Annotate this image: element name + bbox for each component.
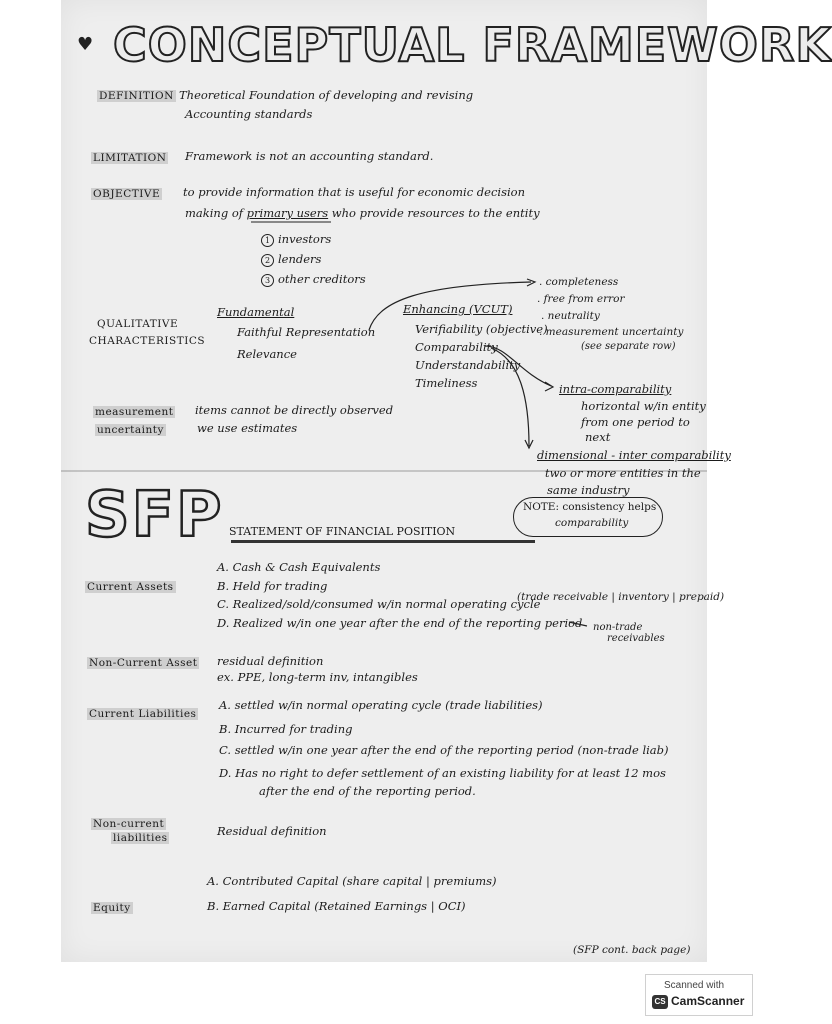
equity-item: A. Contributed Capital (share capital | premiums)	[207, 874, 497, 888]
current-asset-item: C. Realized/sold/consumed w/in normal operating cycle	[217, 597, 541, 611]
footer-note: (SFP cont. back page)	[573, 944, 691, 956]
watermark-line-1: Scanned with	[664, 980, 725, 991]
current-liability-item: D. Has no right to defer settlement of an existing liability for at least 12 mos	[219, 766, 666, 780]
current-liability-item: A. settled w/in normal operating cycle (trade liabilities)	[219, 698, 543, 712]
current-liability-item-d-cont: after the end of the reporting period.	[259, 784, 476, 798]
measurement-label-2: uncertainty	[97, 424, 164, 436]
user-item: 2 lenders	[261, 252, 321, 267]
faithful-subitem: . completeness	[539, 276, 619, 288]
heart-icon: ♥	[77, 34, 94, 55]
measurement-line-2: we use estimates	[197, 421, 298, 435]
inter-line: two or more entities in the	[545, 466, 701, 480]
current-asset-note-d1: non-trade	[593, 622, 643, 633]
current-assets-label: Current Assets	[87, 581, 174, 593]
current-liability-item: C. settled w/in one year after the end of the reporting period (non-trade liab)	[219, 743, 669, 757]
arrow-line-nontrade	[569, 622, 587, 626]
intra-line: next	[585, 430, 611, 444]
enhancing-heading: Enhancing (VCUT)	[403, 302, 513, 316]
current-asset-item: B. Held for trading	[217, 579, 328, 593]
measurement-label-1: measurement	[95, 406, 174, 418]
inter-line: dimensional - inter comparability	[537, 448, 731, 462]
fundamental-item: Faithful Representation	[237, 325, 376, 339]
current-asset-item: A. Cash & Cash Equivalents	[217, 560, 381, 574]
current-liability-item: B. Incurred for trading	[219, 722, 353, 736]
equity-label: Equity	[93, 902, 131, 914]
intra-heading: intra-comparability	[559, 382, 672, 396]
note-line-2: comparability	[555, 517, 629, 529]
current-asset-note-d2: receivables	[607, 633, 665, 644]
limitation-label: LIMITATION	[93, 152, 167, 164]
arrow-line-faithful	[369, 282, 531, 330]
noncurrent-liabilities-label-2: liabilities	[113, 832, 168, 844]
camscanner-watermark	[645, 974, 753, 1016]
noncurrent-liabilities-label-1: Non-current	[93, 818, 165, 830]
intra-line: horizontal w/in entity	[581, 399, 706, 413]
note-line-1: NOTE: consistency helps	[523, 501, 657, 513]
noncurrent-asset-label: Non-Current Asset	[89, 657, 198, 669]
limitation-text: Framework is not an accounting standard.	[185, 149, 434, 163]
watermark-line-2: CamScanner	[671, 994, 745, 1008]
qualitative-label-1: QUALITATIVE	[97, 318, 179, 330]
notes-page	[61, 0, 832, 962]
arrow-head-intra	[545, 382, 553, 391]
sfp-title: SFP	[85, 478, 224, 551]
noncurrent-liabilities-text: Residual definition	[217, 824, 327, 838]
noncurrent-asset-line-1: residual definition	[217, 654, 324, 668]
inter-line: same industry	[547, 483, 630, 497]
objective-line-1: to provide information that is useful for economic decision	[183, 185, 526, 199]
enhancing-item: Comparability	[415, 340, 498, 354]
faithful-subitem: . neutrality	[541, 310, 600, 322]
user-item: 1 investors	[261, 232, 331, 247]
faithful-subitem: . measurement uncertainty	[539, 326, 684, 338]
user-item: 3 other creditors	[261, 272, 366, 287]
current-asset-note-c: (trade receivable | inventory | prepaid)	[517, 591, 725, 603]
sfp-subtitle: STATEMENT OF FINANCIAL POSITION	[229, 525, 456, 538]
noncurrent-asset-line-2: ex. PPE, long-term inv, intangibles	[217, 670, 418, 684]
enhancing-item: Timeliness	[415, 376, 478, 390]
arrow-line-intra	[485, 346, 551, 386]
enhancing-item: Verifiability (objective)	[415, 322, 548, 336]
definition-line-1: Theoretical Foundation of developing and revising	[179, 88, 474, 102]
objective-line-2: making of primary users who provide resources to the entity	[185, 206, 540, 220]
qualitative-label-2: CHARACTERISTICS	[89, 335, 206, 347]
definition-label: DEFINITION	[99, 90, 174, 102]
enhancing-item: Understandability	[415, 358, 521, 372]
definition-line-2: Accounting standards	[185, 107, 313, 121]
current-asset-item: D. Realized w/in one year after the end of the reporting period	[217, 616, 583, 630]
faithful-subitem: . free from error	[537, 293, 625, 305]
arrow-lines	[61, 0, 707, 962]
objective-label: OBJECTIVE	[93, 188, 161, 200]
see-note: (see separate row)	[581, 341, 676, 352]
camscanner-logo-icon: CS	[652, 995, 668, 1009]
measurement-line-1: items cannot be directly observed	[195, 403, 394, 417]
arrow-line-inter	[491, 348, 529, 446]
fundamental-item: Relevance	[237, 347, 297, 361]
page-title: CONCEPTUAL FRAMEWORK	[113, 18, 832, 72]
intra-line: from one period to	[581, 415, 690, 429]
equity-item: B. Earned Capital (Retained Earnings | OCI)	[207, 899, 466, 913]
current-liabilities-label: Current Liabilities	[89, 708, 197, 720]
fundamental-heading: Fundamental	[217, 305, 295, 319]
